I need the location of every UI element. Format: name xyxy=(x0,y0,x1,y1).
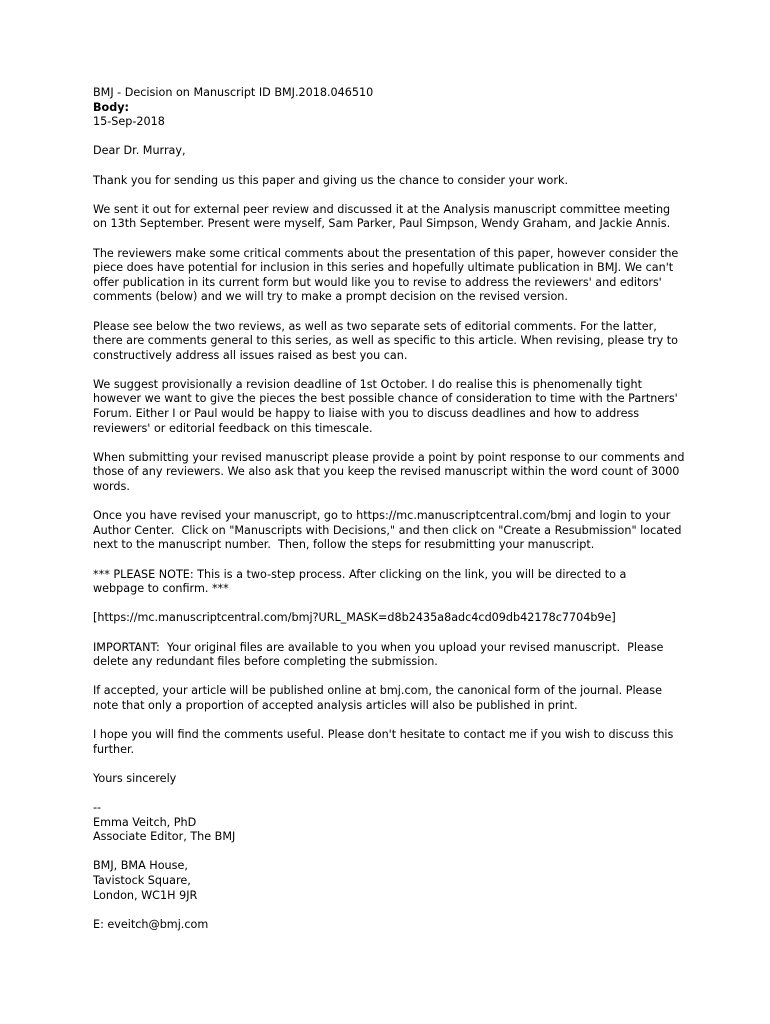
body-paragraph xyxy=(93,247,693,305)
paragraph-line: webpage to confirm. *** xyxy=(93,582,229,596)
paragraph-line: offer publication in its current form but would like you to revise to address the reviewers' and editors' xyxy=(93,275,662,289)
signature-block xyxy=(93,801,693,845)
address-line: Tavistock Square, xyxy=(93,874,191,888)
paragraph-line: note that only a proportion of accepted analysis articles will also be published in print. xyxy=(93,698,578,712)
body-paragraph xyxy=(93,378,693,436)
paragraph-line: Author Center. Click on "Manuscripts with Decisions," and then click on "Create a Resubmission" located xyxy=(93,523,682,537)
paragraph-line: there are comments general to this series, as well as specific to this article. When revising, please try to xyxy=(93,334,678,348)
paragraph-line: Yours sincerely xyxy=(93,771,177,785)
signature-separator: -- xyxy=(93,801,102,815)
paragraph-line: comments (below) and we will try to make a prompt decision on the revised version. xyxy=(93,290,568,304)
paragraph-line: *** PLEASE NOTE: This is a two-step process. After clicking on the link, you will be directed to a xyxy=(93,567,627,581)
paragraph-line: further. xyxy=(93,742,135,756)
email-document xyxy=(93,86,693,947)
email-subject: BMJ - Decision on Manuscript ID BMJ.2018.046510 xyxy=(93,86,374,99)
paragraph-line: however we want to give the pieces the best possible chance of consideration to time with the Partners' xyxy=(93,392,678,406)
paragraph-line: Please see below the two reviews, as well as two separate sets of editorial comments. For the latter, xyxy=(93,319,657,333)
paragraph-line: If accepted, your article will be published online at bmj.com, the canonical form of the journal. Please xyxy=(93,684,663,698)
paragraph-line: piece does have potential for inclusion in this series and hopefully ultimate publication in BMJ. We can't xyxy=(93,261,674,275)
contact-block xyxy=(93,918,693,933)
body-paragraph xyxy=(93,203,693,232)
body-paragraph xyxy=(93,772,693,787)
email-date: 15-Sep-2018 xyxy=(93,115,165,129)
body-label: Body: xyxy=(93,100,129,114)
body-paragraph xyxy=(93,174,693,189)
address-block xyxy=(93,859,693,903)
paragraph-line: Forum. Either I or Paul would be happy to liaise with you to discuss deadlines and how to address xyxy=(93,407,640,421)
paragraph-line: IMPORTANT: Your original files are available to you when you upload your revised manuscript. Please xyxy=(93,640,664,654)
body-paragraph xyxy=(93,509,693,553)
address-line: London, WC1H 9JR xyxy=(93,888,198,902)
body-paragraph xyxy=(93,641,693,670)
paragraph-line: When submitting your revised manuscript please provide a point by point response to our comments and xyxy=(93,450,685,464)
paragraph-line: next to the manuscript number. Then, follow the steps for resubmitting your manuscript. xyxy=(93,538,595,552)
paragraph-line: those of any reviewers. We also ask that you keep the revised manuscript within the word count of 3000 xyxy=(93,465,680,479)
contact-email: E: eveitch@bmj.com xyxy=(93,917,209,931)
paragraph-line: I hope you will find the comments useful. Please don't hesitate to contact me if you wish to discuss this xyxy=(93,728,674,742)
email-greeting xyxy=(93,144,693,159)
signature-role: Associate Editor, The BMJ xyxy=(93,830,236,844)
body-paragraph xyxy=(93,568,693,597)
address-line: BMJ, BMA House, xyxy=(93,859,188,873)
paragraph-line: delete any redundant files before completing the submission. xyxy=(93,655,438,669)
paragraph-line: The reviewers make some critical comments about the presentation of this paper, however consider the xyxy=(93,246,679,260)
paragraph-line: constructively address all issues raised as best you can. xyxy=(93,348,408,362)
body-paragraph xyxy=(93,684,693,713)
paragraph-line: on 13th September. Present were myself, Sam Parker, Paul Simpson, Wendy Graham, and Jackie Annis. xyxy=(93,217,671,231)
paragraph-line: We sent it out for external peer review and discussed it at the Analysis manuscript committee meeting xyxy=(93,202,671,216)
body-paragraph xyxy=(93,611,693,626)
paragraph-line: words. xyxy=(93,480,130,494)
paragraph-line: reviewers' or editorial feedback on this timescale. xyxy=(93,421,373,435)
greeting-text: Dear Dr. Murray, xyxy=(93,144,186,158)
email-body xyxy=(93,174,693,787)
body-paragraph xyxy=(93,451,693,495)
paragraph-line: [https://mc.manuscriptcentral.com/bmj?URL_MASK=d8b2435a8adc4cd09db42178c7704b9e] xyxy=(93,611,616,625)
email-header xyxy=(93,86,693,130)
paragraph-line: We suggest provisionally a revision deadline of 1st October. I do realise this is phenomenally tight xyxy=(93,377,642,391)
body-paragraph xyxy=(93,728,693,757)
signature-name: Emma Veitch, PhD xyxy=(93,815,197,829)
paragraph-line: Thank you for sending us this paper and giving us the chance to consider your work. xyxy=(93,173,569,187)
body-paragraph xyxy=(93,320,693,364)
paragraph-line: Once you have revised your manuscript, go to https://mc.manuscriptcentral.com/bmj and login to your xyxy=(93,509,671,523)
